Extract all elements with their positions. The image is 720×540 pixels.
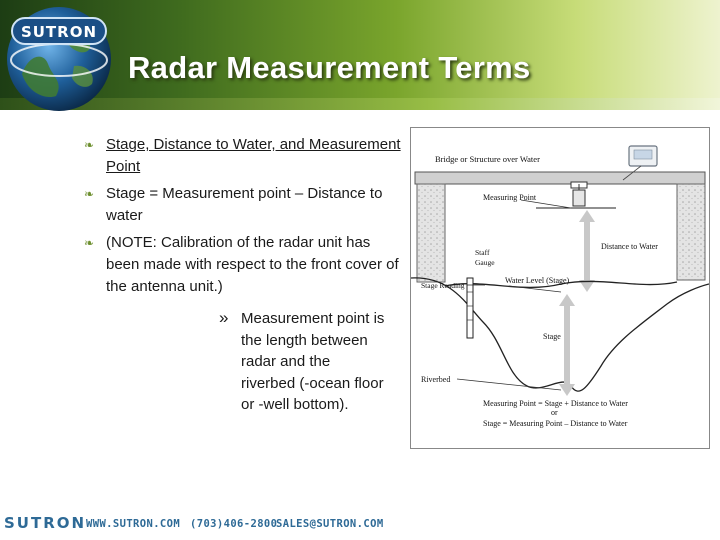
bullet-text: (NOTE: Calibration of the radar unit has been made with respect to the front cover of the antenna unit.)	[106, 234, 399, 295]
water-level-label: Water Level (Stage)	[505, 276, 570, 285]
logo-text: SUTRON	[20, 23, 98, 41]
bullet-list	[84, 134, 406, 298]
sub-bullet-line: radar and the	[241, 353, 331, 370]
radar-sensor-icon	[573, 190, 585, 206]
bullet-text: Stage, Distance to Water, and Measurement Point	[106, 136, 401, 175]
sutron-globe-logo	[4, 4, 114, 114]
bullet-marker-icon: ❧	[84, 236, 95, 250]
bridge-deck	[415, 172, 705, 184]
radar-measurement-diagram	[410, 127, 710, 449]
bullet-marker-icon: ❧	[84, 138, 95, 152]
sub-bullet-line: Measurement point is	[241, 310, 385, 327]
measuring-point-label: Measuring Point	[483, 193, 537, 202]
page-title: Radar Measurement Terms	[128, 50, 531, 85]
staff-gauge	[467, 278, 473, 338]
footer	[0, 514, 720, 536]
bullet-item	[84, 183, 406, 227]
sub-bullet-marker: »	[219, 308, 229, 327]
staff-gauge-label: Gauge	[475, 258, 495, 267]
bridge-label: Bridge or Structure over Water	[435, 154, 540, 164]
left-abutment	[417, 184, 445, 282]
footer-brand: SUTRON	[4, 514, 87, 532]
footer-email-link[interactable]: SALES@SUTRON.COM	[276, 518, 384, 530]
stage-arrow	[559, 294, 575, 396]
distance-label: Distance to Water	[601, 242, 658, 251]
sub-bullet	[219, 308, 409, 416]
footer-website-link[interactable]: WWW.SUTRON.COM	[86, 518, 181, 530]
footer-phone: (703)406-2800	[190, 518, 278, 530]
stage-label: Stage	[543, 332, 561, 341]
stage-reading-label: Stage Reading	[421, 281, 465, 290]
riverbed-label: Riverbed	[421, 375, 451, 384]
sub-bullet-line: or -well bottom).	[241, 396, 349, 413]
formula-line-2: Stage = Measuring Point – Distance to Water	[483, 419, 628, 428]
sub-bullet-line: the length between	[241, 331, 368, 349]
formula-line-1: Measuring Point = Stage + Distance to Water	[483, 399, 628, 408]
right-abutment	[677, 184, 705, 280]
sub-bullet-line: riverbed (-ocean floor	[241, 374, 384, 392]
formula-or: or	[551, 408, 558, 417]
bullet-item	[84, 232, 406, 298]
distance-to-water-arrow	[579, 210, 595, 292]
bullet-marker-icon: ❧	[84, 187, 95, 201]
bullet-text: Stage = Measurement point – Distance to water	[106, 185, 383, 224]
bullet-item	[84, 134, 406, 178]
staff-gauge-label: Staff	[475, 248, 490, 257]
